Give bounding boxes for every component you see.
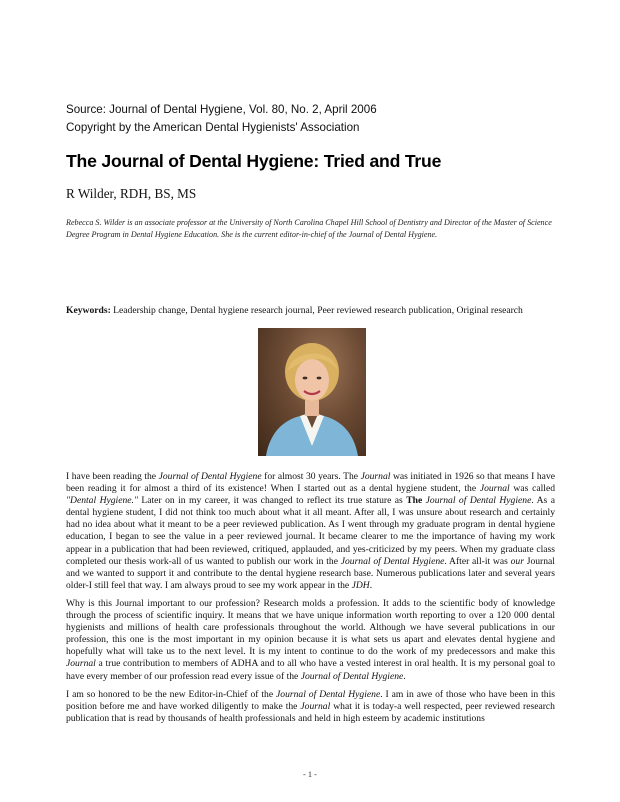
keywords-text: Leadership change, Dental hygiene research journal, Peer reviewed research publication, Original research (113, 305, 523, 316)
paragraph: Why is this Journal important to our profession? Research molds a profession. It adds to the scientific body of knowledge through the process of scientific inquiry. It means that we have unique information worth reporting to over a 120 000 dental hygienists and millions of health care professionals throughout the world. Although we have several publications in our profession, this one is the most important in my opinion because it is what sets us apart and elevates dental hygiene and hopefully what will take us to the next level. It is my intent to continue to do the work of my predecessors and make this Journal a true contribution to members of ADHA and to all who have a vested interest in oral health. It is my personal goal to have every member of our profession read every issue of the Journal of Dental Hygiene. (66, 597, 555, 682)
copyright-line: Copyright by the American Dental Hygienists' Association (66, 120, 360, 134)
page-number: - 1 - (303, 770, 317, 779)
source-citation (66, 101, 377, 136)
keywords-label: Keywords: (66, 305, 111, 316)
article-body (66, 471, 555, 731)
paragraph: I have been reading the Journal of Dental Hygiene for almost 30 years. The Journal was initiated in 1926 so that means I have been reading it for almost a third of its existence! When I started out as a dental hygiene student, the Journal was called "Dental Hygiene." Later on in my career, it was changed to reflect its true stature as The Journal of Dental Hygiene. As a dental hygiene student, I did not think too much about what it all meant. After all, I was unsure about research and certainly had no idea about what it meant to be a peer reviewed publication. As I went through my graduate program in dental hygiene education, I began to see the value in a peer reviewed journal. It became clearer to me the importance of having my work appear in a publication that had been reviewed, critiqued, applauded, and yes-criticized by my peers. When my graduate class completed our thesis work-all of us wanted to publish our work in the Journal of Dental Hygiene. After all-it was our Journal and we wanted to support it and contribute to the dental hygiene research base. Numerous publications later and several years older-I still feel that way. I am always proud to see my work appear in the JDH. (66, 471, 555, 591)
author-photo (258, 328, 366, 456)
article-title: The Journal of Dental Hygiene: Tried and True (66, 151, 442, 171)
author-bio: Rebecca S. Wilder is an associate professor at the University of North Carolina Chapel Hill School of Dentistry and Director of the Master of Science Degree Program in Dental Hygiene Education. She is the current editor-in-chief of the Journal of Dental Hygiene. (66, 218, 552, 239)
source-line: Source: Journal of Dental Hygiene, Vol. 80, No. 2, April 2006 (66, 103, 377, 116)
keywords (66, 305, 523, 316)
paragraph: I am so honored to be the new Editor-in-Chief of the Journal of Dental Hygiene. I am in awe of those who have been in this position before me and have worked diligently to make the Journal what it is today-a well respected, peer reviewed research publication that is read by thousands of health professionals and held in high esteem by academic institutions (66, 688, 556, 724)
author-line: R Wilder, RDH, BS, MS (66, 186, 197, 201)
portrait-illustration (258, 328, 366, 456)
